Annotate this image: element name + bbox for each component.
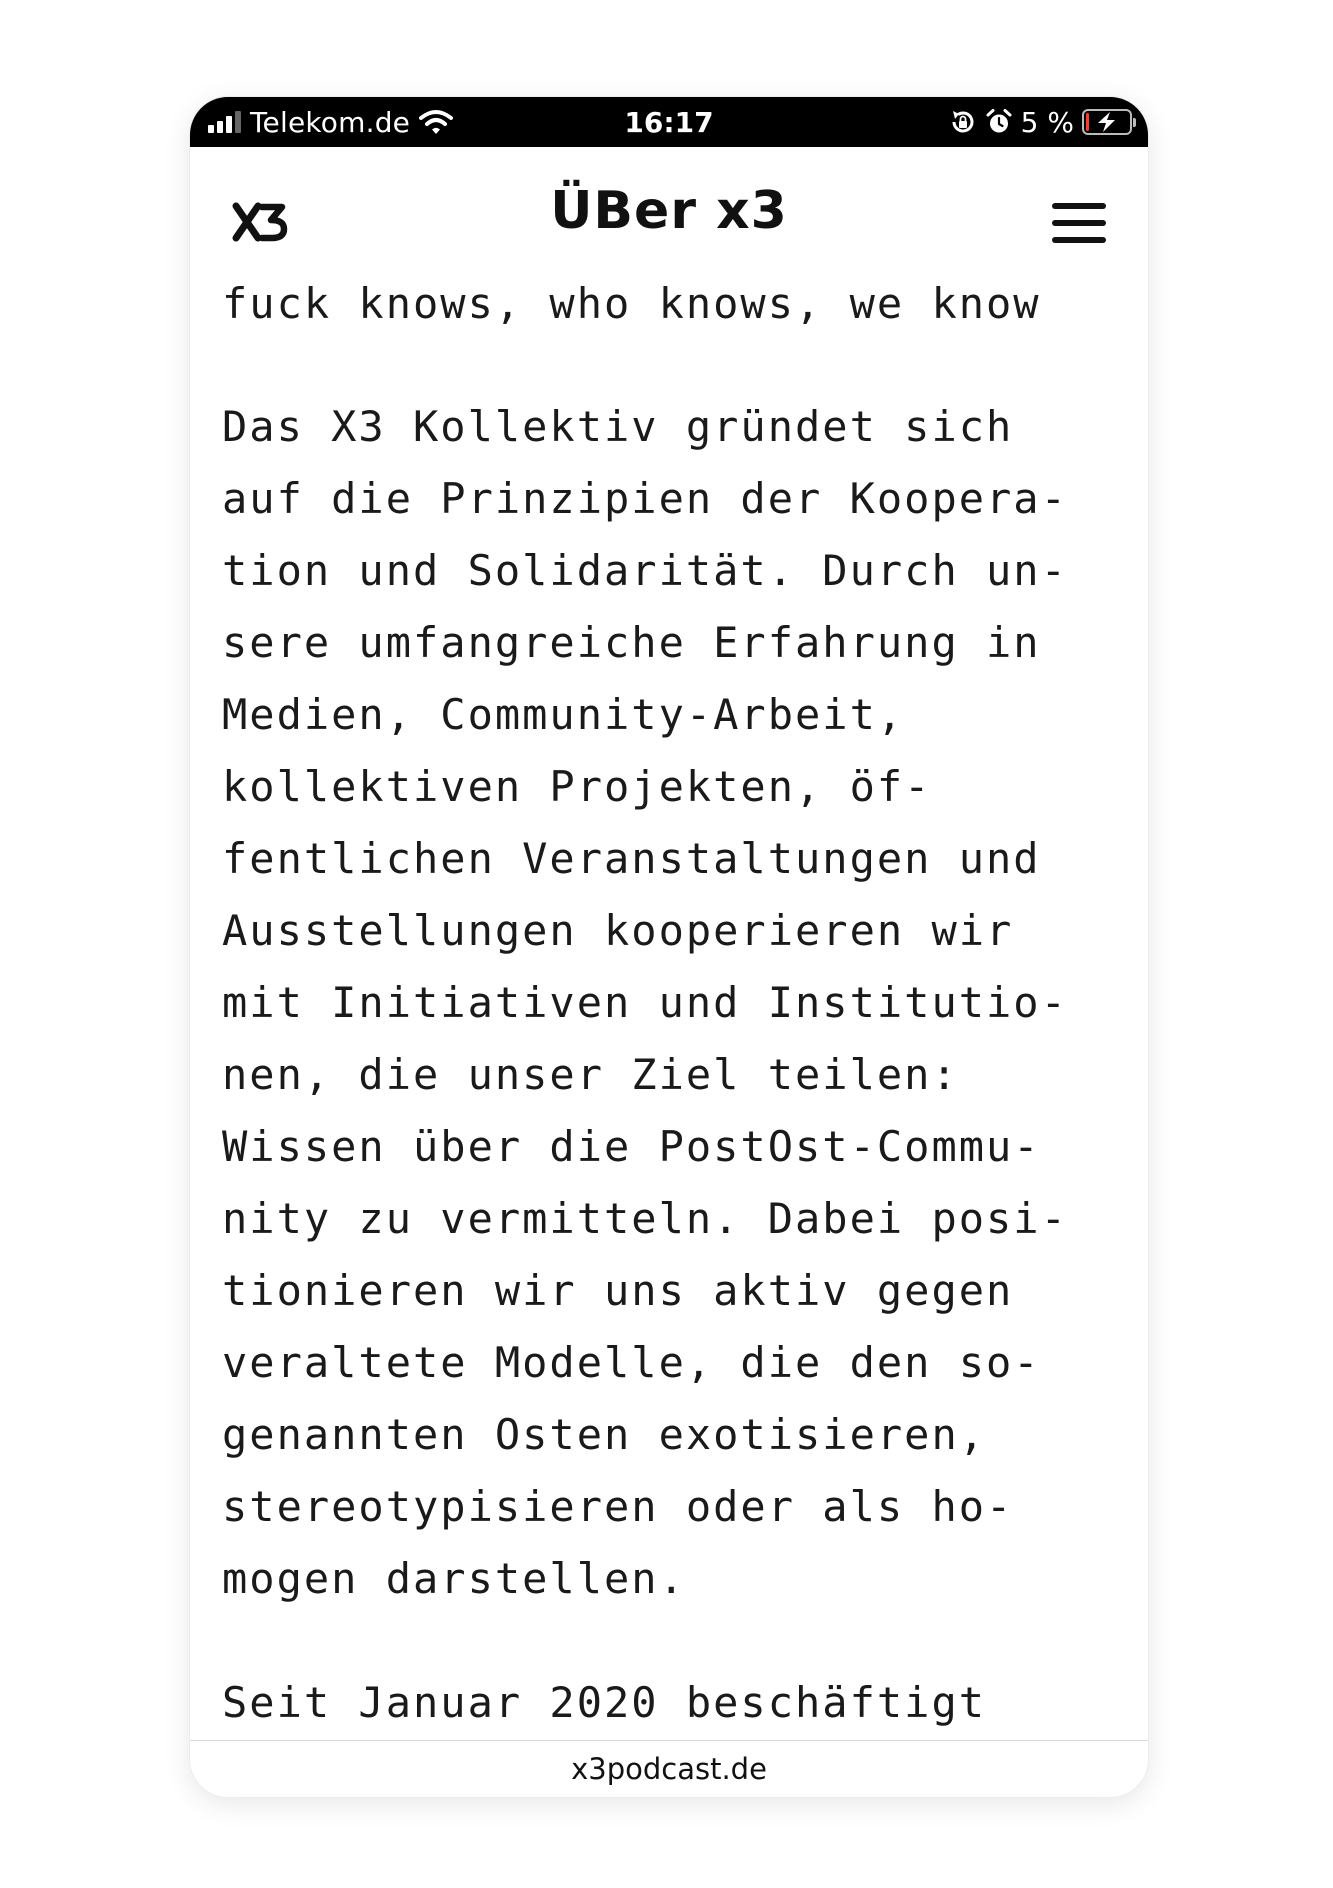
url-text[interactable]: x3podcast.de xyxy=(571,1752,767,1786)
paragraph-line: genannten Osten exotisieren, xyxy=(222,1410,987,1459)
wifi-icon xyxy=(419,109,453,135)
battery-percentage: 5 % xyxy=(1020,105,1074,139)
paragraph-line: Wissen über die PostOst-Commu- xyxy=(222,1122,1041,1171)
about-paragraph xyxy=(222,391,1122,1615)
status-left xyxy=(208,97,453,147)
paragraph-line: auf die Prinzipien der Koopera- xyxy=(222,474,1068,523)
status-bar xyxy=(190,97,1148,147)
tagline: fuck knows, who knows, we know xyxy=(222,279,1041,328)
paragraph-line: nen, die unser Ziel teilen: xyxy=(222,1050,959,1099)
paragraph-line: stereotypisieren oder als ho- xyxy=(222,1482,1014,1531)
paragraph-line: sere umfangreiche Erfahrung in xyxy=(222,618,1041,667)
paragraph-line: fentlichen Veranstaltungen und xyxy=(222,834,1041,883)
next-paragraph: Seit Januar 2020 beschäftigt xyxy=(222,1678,987,1727)
url-bar[interactable] xyxy=(190,1740,1148,1797)
hamburger-menu-icon[interactable] xyxy=(1052,202,1106,244)
content-area xyxy=(222,273,1122,1739)
app-header xyxy=(190,147,1148,273)
paragraph-line: Ausstellungen kooperieren wir xyxy=(222,906,1014,955)
carrier-name: Telekom.de xyxy=(250,105,411,139)
paragraph-line: kollektiven Projekten, öf- xyxy=(222,762,932,811)
status-time: 16:17 xyxy=(624,105,714,139)
signal-icon xyxy=(208,111,241,133)
paragraph-line: mit Initiativen und Institutio- xyxy=(222,978,1068,1027)
paragraph-line: Medien, Community-Arbeit, xyxy=(222,690,905,739)
paragraph-line: tionieren wir uns aktiv gegen xyxy=(222,1266,1014,1315)
alarm-icon xyxy=(985,108,1013,136)
rotation-lock-icon xyxy=(949,108,977,136)
paragraph-line: veraltete Modelle, die den so- xyxy=(222,1338,1041,1387)
battery-charging-icon xyxy=(1082,109,1132,135)
status-right xyxy=(949,97,1132,147)
paragraph-line: tion und Solidarität. Durch un- xyxy=(222,546,1068,595)
paragraph-line: nity zu vermitteln. Dabei posi- xyxy=(222,1194,1068,1243)
phone-screen xyxy=(190,97,1148,1797)
paragraph-line: Das X3 Kollektiv gründet sich xyxy=(222,402,1014,451)
page-title: ÜBer x3 xyxy=(550,181,788,241)
paragraph-line: mogen darstellen. xyxy=(222,1554,686,1603)
